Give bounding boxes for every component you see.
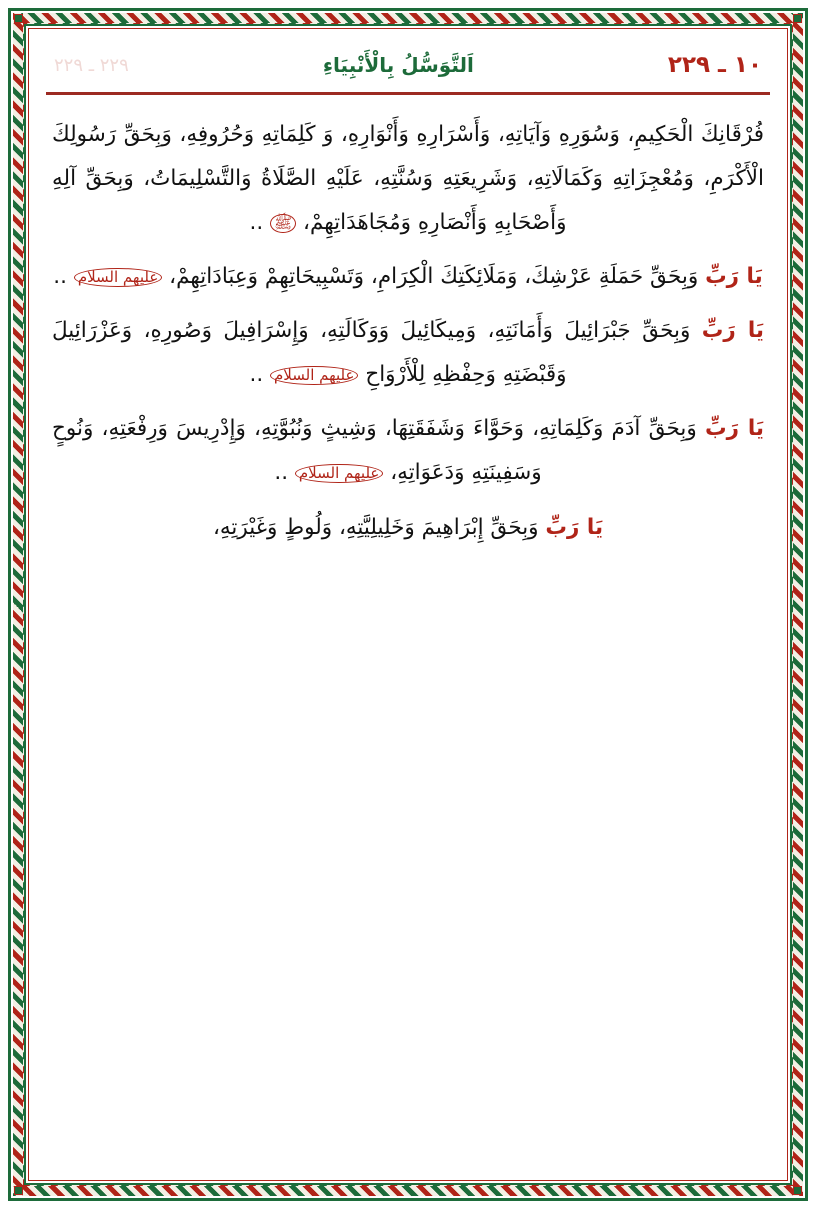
paragraph-3-text: وَبِحَقِّ جَبْرَائِيلَ وَأَمَانَتِهِ، وَمِيكَائِيلَ وَوَكَالَتِهِ، وَإِسْرَافِيلَ وَصُورِهِ، وَعَزْرَائِيلَ وَقَبْضَتِهِ وَحِفْظِهِ لِلْأَرْوَاحِ — [52, 318, 691, 388]
page-header — [40, 42, 776, 88]
paragraph-4 — [52, 407, 764, 495]
paragraph-1-text: فُرْقَانِكَ الْحَكِيمِ، وَسُوَرِهِ وَآيَاتِهِ، وَأَسْرَارِهِ وَأَنْوَارِهِ، وَ كَلِمَاتِهِ وَحُرُوفِهِ، وَبِحَقِّ رَسُولِكَ الْأَكْرَمِ، وَمُعْجِزَاتِهِ وَكَمَالَاتِهِ، وَشَرِيعَتِهِ وَسُنَّتِهِ، عَلَيْهِ الصَّلَاةُ وَالتَّسْلِيمَاتُ، وَبِحَقِّ آلِهِ وَأَصْحَابِهِ وَأَنْصَارِهِ وَمُجَاهَدَاتِهِمْ، — [52, 122, 764, 236]
header-divider — [46, 92, 770, 95]
salawat-mark-icon: ﷺ — [270, 214, 296, 233]
faint-page-number: ٢٢٩ ـ ٢٢٩ — [54, 54, 129, 76]
corner-ornament-bottom-left — [14, 1186, 23, 1195]
paragraph-5 — [52, 506, 764, 550]
body-text — [40, 113, 776, 550]
paragraph-2-lead: يَا رَبِّ — [705, 264, 763, 290]
corner-ornament-bottom-right — [793, 1186, 802, 1195]
alayhimussalam-mark-icon: عليهم السلام — [295, 464, 383, 483]
paragraph-5-text: وَبِحَقِّ إِبْرَاهِيمَ وَخَلِيلِيَّتِهِ، وَلُوطٍ وَغَيْرَتِهِ، — [212, 514, 539, 540]
paragraph-4-lead: يَا رَبِّ — [705, 416, 764, 442]
paragraph-4-tail: .. — [274, 460, 289, 486]
page-content — [40, 42, 776, 1169]
alayhimussalam-mark-icon: عليهم السلام — [270, 366, 358, 385]
paragraph-2-tail: .. — [53, 264, 67, 290]
page-number: ١٠ ـ ٢٢٩ — [667, 52, 762, 78]
corner-ornament-top-left — [14, 14, 23, 23]
corner-ornament-top-right — [793, 14, 802, 23]
paragraph-4-text: وَبِحَقِّ آدَمَ وَكَلِمَاتِهِ، وَحَوَّاءَ وَشَفَقَتِهَا، وَشِيثٍ وَنُبُوَّتِهِ، وَإِدْرِيسَ وَرِفْعَتِهِ، وَنُوحٍ وَسَفِينَتِهِ وَدَعَوَاتِهِ، — [52, 416, 697, 486]
paragraph-3-lead: يَا رَبِّ — [701, 318, 764, 344]
paragraph-2-text: وَبِحَقِّ حَمَلَةِ عَرْشِكَ، وَمَلَائِكَتِكَ الْكِرَامِ، وَتَسْبِيحَاتِهِمْ وَعِبَادَاتِهِمْ، — [169, 264, 699, 290]
paragraph-3-tail: .. — [249, 362, 264, 388]
alayhimussalam-mark-icon: عليهم السلام — [74, 268, 162, 287]
paragraph-1-tail: .. — [249, 210, 264, 236]
paragraph-2 — [52, 255, 764, 299]
paragraph-3 — [52, 309, 764, 397]
chapter-title: اَلتَّوَسُّلُ بِالْأَنْبِيَاءِ — [322, 53, 474, 77]
paragraph-1 — [52, 113, 764, 245]
paragraph-5-lead: يَا رَبِّ — [545, 514, 604, 540]
